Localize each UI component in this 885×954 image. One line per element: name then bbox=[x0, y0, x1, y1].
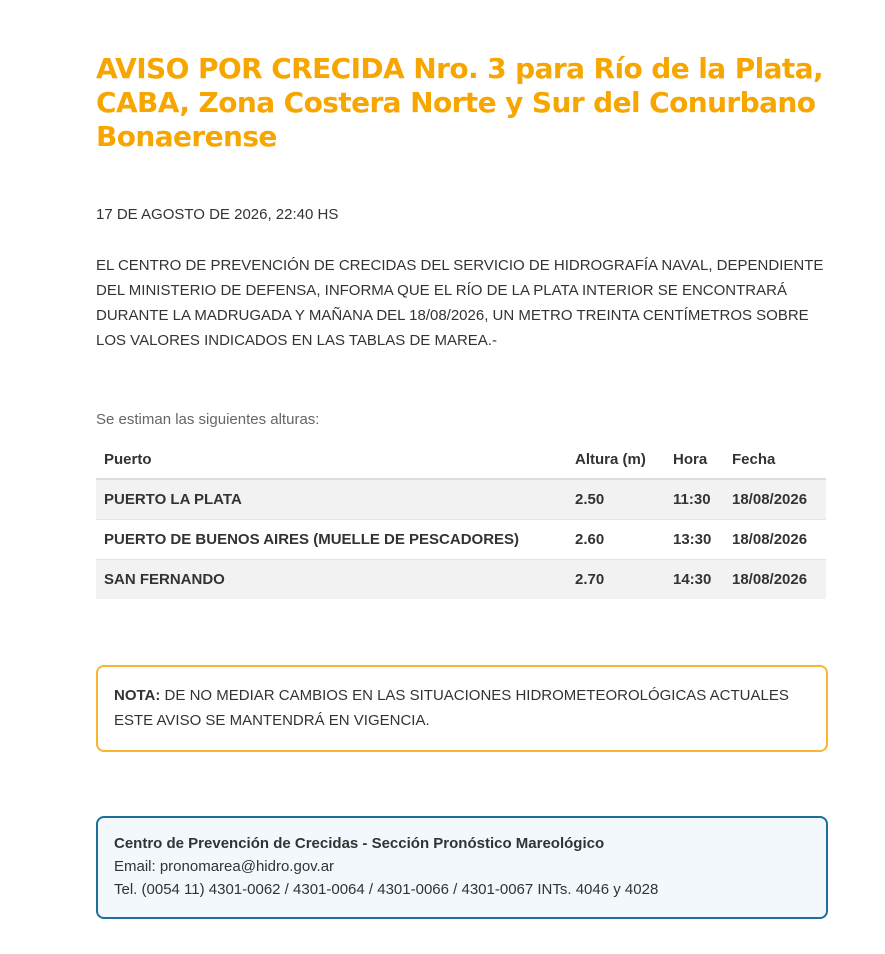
cell-altura: 2.50 bbox=[567, 479, 665, 520]
header-puerto: Puerto bbox=[96, 440, 567, 479]
cell-puerto: SAN FERNANDO bbox=[96, 560, 567, 600]
cell-altura: 2.70 bbox=[567, 560, 665, 600]
cell-puerto: PUERTO LA PLATA bbox=[96, 479, 567, 520]
alert-body: EL CENTRO DE PREVENCIÓN DE CRECIDAS DEL SERVICIO DE HIDROGRAFÍA NAVAL, DEPENDIENTE DEL MINISTERIO DE DEFENSA, INFORMA QUE EL RÍO DE LA PLATA INTERIOR SE ENCONTRARÁ DURANTE LA MADRUGADA Y MAÑANA DEL 18/08/2026, UN METRO TREINTA CENTÍMETROS SOBRE LOS VALORES INDICADOS EN LAS TABLAS DE MAREA.- bbox=[96, 257, 824, 349]
contact-phone: Tel. (0054 11) 4301-0062 / 4301-0064 / 4301-0066 / 4301-0067 INTs. 4046 y 4028 bbox=[114, 881, 659, 898]
note-text: DE NO MEDIAR CAMBIOS EN LAS SITUACIONES HIDROMETEOROLÓGICAS ACTUALES ESTE AVISO SE MANTENDRÁ EN VIGENCIA. bbox=[114, 687, 789, 729]
table-header-row bbox=[96, 440, 826, 479]
note-box bbox=[96, 665, 828, 752]
heights-table bbox=[96, 440, 826, 599]
cell-fecha: 18/08/2026 bbox=[724, 560, 826, 600]
table-row bbox=[96, 479, 826, 520]
page-title: AVISO POR CRECIDA Nro. 3 para Río de la Plata, CABA, Zona Costera Norte y Sur del Conurbano Bonaerense bbox=[96, 52, 824, 153]
contact-email: Email: pronomarea@hidro.gov.ar bbox=[114, 858, 335, 875]
header-fecha: Fecha bbox=[724, 440, 826, 479]
alert-date: 17 DE AGOSTO DE 2026, 22:40 HS bbox=[96, 206, 339, 223]
estimate-label: Se estiman las siguientes alturas: bbox=[96, 411, 320, 428]
cell-fecha: 18/08/2026 bbox=[724, 520, 826, 560]
note-label: NOTA: bbox=[114, 687, 161, 704]
cell-hora: 13:30 bbox=[665, 520, 724, 560]
contact-title: Centro de Prevención de Crecidas - Sección Pronóstico Mareológico bbox=[114, 835, 605, 852]
cell-hora: 11:30 bbox=[665, 479, 724, 520]
table-row bbox=[96, 520, 826, 560]
cell-hora: 14:30 bbox=[665, 560, 724, 600]
cell-altura: 2.60 bbox=[567, 520, 665, 560]
header-altura: Altura (m) bbox=[567, 440, 665, 479]
header-hora: Hora bbox=[665, 440, 724, 479]
cell-puerto: PUERTO DE BUENOS AIRES (MUELLE DE PESCADORES) bbox=[96, 520, 567, 560]
table-row bbox=[96, 560, 826, 600]
cell-fecha: 18/08/2026 bbox=[724, 479, 826, 520]
contact-box bbox=[96, 816, 828, 919]
